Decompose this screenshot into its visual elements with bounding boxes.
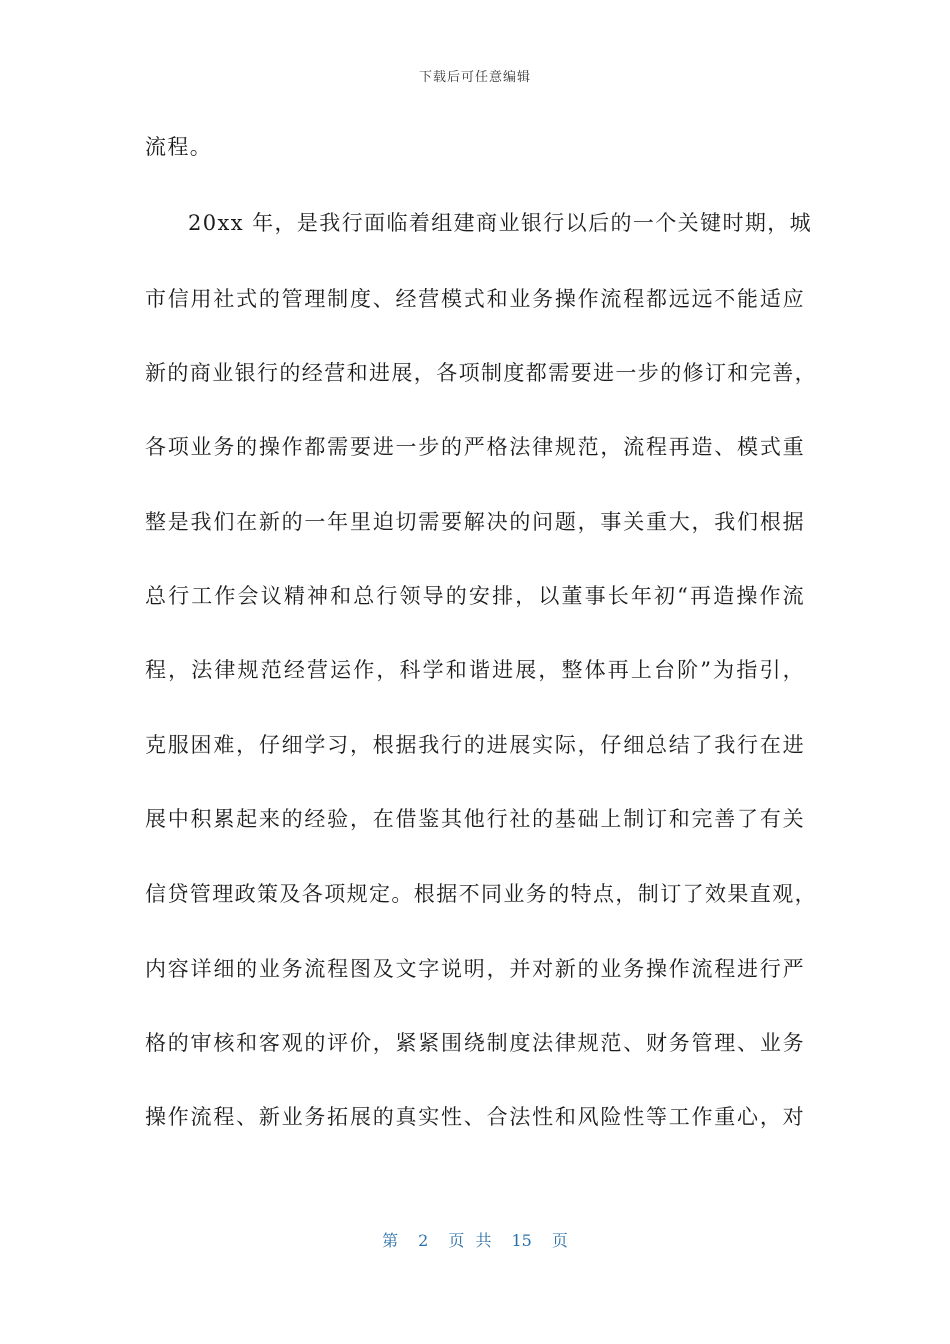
body-line-1: 流程。 [145, 135, 213, 159]
body-line-9: 克服困难，仔细学习，根据我行的进展实际，仔细总结了我行在进 [145, 733, 805, 757]
current-page-number: 2 [418, 1231, 429, 1250]
body-line-10: 展中积累起来的经验，在借鉴其他行社的基础上制订和完善了有关 [145, 807, 805, 831]
page-footer [0, 1228, 950, 1251]
page-header: 下载后可任意编辑 [418, 70, 531, 85]
body-line-7: 总行工作会议精神和总行领导的安排，以董事长年初“再造操作流 [145, 584, 805, 608]
page-label-prefix: 第 [382, 1231, 399, 1250]
page-label-suffix: 页 [551, 1231, 568, 1250]
page-label-mid: 页 共 [448, 1231, 492, 1250]
body-line-14: 操作流程、新业务拓展的真实性、合法性和风险性等工作重心，对 [145, 1105, 805, 1129]
body-line-11: 信贷管理政策及各项规定。根据不同业务的特点，制订了效果直观， [145, 882, 817, 906]
body-line-2: 20xx 年，是我行面临着组建商业银行以后的一个关键时期，城 [188, 211, 813, 235]
body-line-5: 各项业务的操作都需要进一步的严格法律规范，流程再造、模式重 [145, 435, 805, 459]
total-pages-number: 15 [511, 1231, 532, 1250]
body-line-12: 内容详细的业务流程图及文字说明，并对新的业务操作流程进行严 [145, 957, 805, 981]
body-line-4: 新的商业银行的经营和进展，各项制度都需要进一步的修订和完善， [145, 361, 817, 385]
body-line-13: 格的审核和客观的评价，紧紧围绕制度法律规范、财务管理、业务 [145, 1031, 805, 1055]
body-line-6: 整是我们在新的一年里迫切需要解决的问题，事关重大，我们根据 [145, 510, 805, 534]
body-line-8: 程，法律规范经营运作，科学和谐进展，整体再上台阶”为指引， [145, 658, 805, 682]
body-line-3: 市信用社式的管理制度、经营模式和业务操作流程都远远不能适应 [145, 287, 805, 311]
